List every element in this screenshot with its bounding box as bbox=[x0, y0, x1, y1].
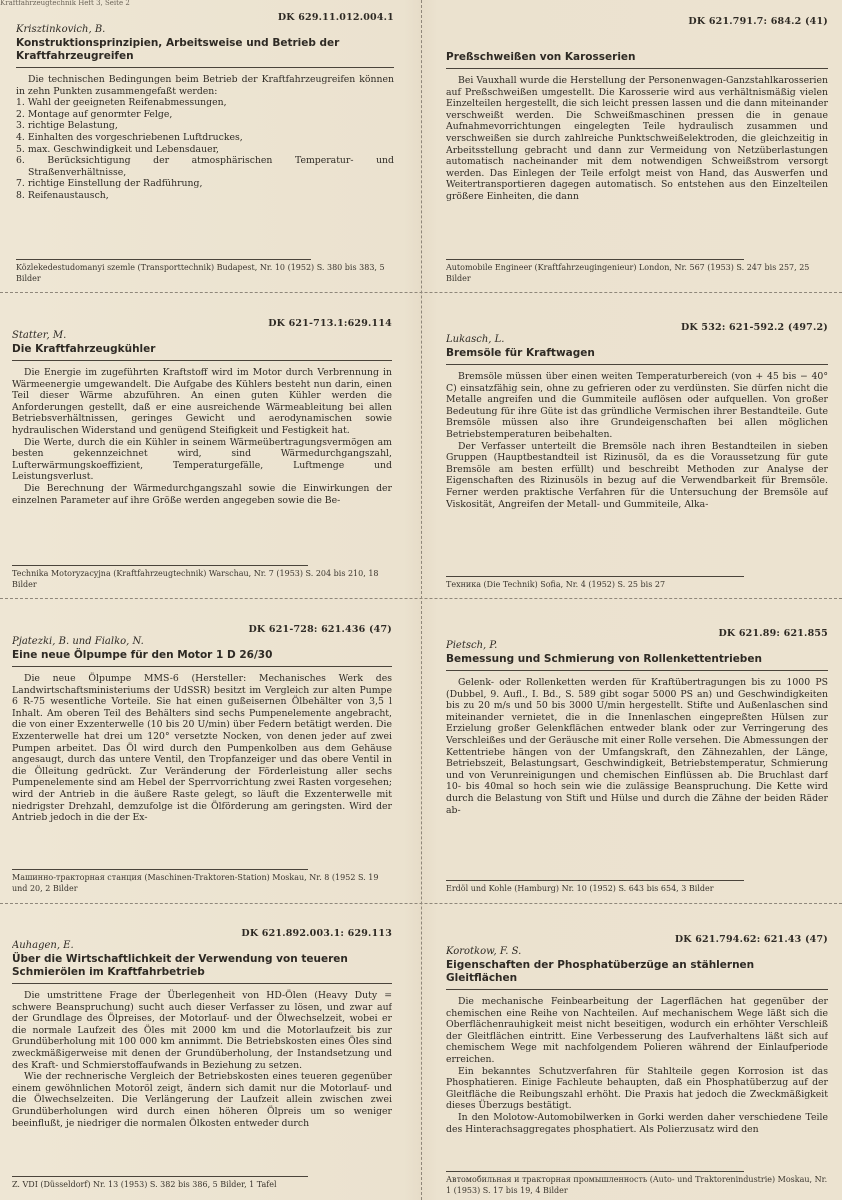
article-title: Bremsöle für Kraftwagen bbox=[446, 347, 595, 359]
paragraph: Die Energie im zugeführten Kraftstoff wird im Motor durch Verbrennung in Wärmeenergie umgewandelt. Die Aufgabe des Kühlers besteht nun darin, einen Teil dieser Wärme abzuführen. An einen guten Kühler werden die Anforderungen gestellt, daß er eine ausreichende Wärmeableitung bei allen Betriebsverhältnissen, geringes Gewicht und aerodynamischen sowie hydraulischen Widerstand und genügend Steifigkeit und Festigkeit hat. bbox=[12, 367, 392, 436]
abstract-card bbox=[16, 12, 394, 290]
title-rule bbox=[446, 68, 828, 69]
source-text: Erdöl und Kohle (Hamburg) Nr. 10 (1952) S. 643 bis 654, 3 Bilder bbox=[446, 883, 714, 893]
source-citation bbox=[446, 576, 828, 591]
paragraph: Ein bekanntes Schutzverfahren für Stahlteile gegen Korrosion ist das Phosphatieren. Einige Fachleute behaupten, daß ein Phosphatüberzug auf der Gleitfläche die Reibungszahl erhöht. Die Praxis hat jedoch die Zweckmäßigkeit dieses Überzugs bestätigt. bbox=[446, 1065, 828, 1112]
abstract-body bbox=[446, 677, 828, 816]
title-rule bbox=[12, 983, 392, 984]
abstract-card bbox=[446, 16, 828, 290]
author bbox=[446, 28, 828, 50]
source-text: Technika Motoryzacyjna (Kraftfahrzeugtechnik) Warschau, Nr. 7 (1953) S. 204 bis 210, 18 Bilder bbox=[12, 569, 379, 589]
author: Auhagen, E. bbox=[12, 940, 74, 951]
author: Statter, M. bbox=[12, 330, 67, 341]
source-citation bbox=[12, 869, 392, 894]
abstract-body bbox=[16, 74, 394, 202]
source-text: Автомобильная и тракторная промышленность (Auto- und Traktorenindustrie) Moskau, Nr. 1 (1953) S. 17 bis 19, 4 Bilder bbox=[446, 1175, 828, 1195]
article-title: Preßschweißen von Karosserien bbox=[446, 51, 636, 63]
list-item: 2. Montage auf genormter Felge, bbox=[16, 108, 173, 120]
horizontal-cut-line bbox=[0, 598, 842, 599]
vertical-cut-line bbox=[421, 0, 422, 1200]
paragraph: Die Werte, durch die ein Kühler in seinem Wärmeübertragungsvermögen am besten gekennzeichnet wird, sind Wärmedurchgangszahl, Lufterwärmungskoeffizient, Temperaturgefälle, Luftmenge und Leistungsverlust. bbox=[12, 436, 392, 483]
dk-code: DK 621.794.62: 621.43 (47) bbox=[674, 934, 828, 945]
abstract-card bbox=[12, 318, 392, 596]
paragraph: Bei Vauxhall wurde die Herstellung der Personenwagen-Ganzstahlkarosserien auf Preßschweißen umgestellt. Die Karosserie wird aus verhältnismäßig vielen Einzelteilen hergestellt, die sich leicht pressen lassen und die dann miteinander verschweißt werden. Die Schweißmaschinen pressen die in genaue Aufnahmevorrichtungen eingelegten Teile hydraulisch zusammen und verschweißen sie durch zahlreiche Punktschweißelektroden, die gleichzeitig in Arbeitsstellung gebracht und dann zur Vermeidung von Netzüberlastungen automatisch nacheinander mit dem notwendigen Schweißstrom versorgt werden. Das Einlegen der Teile erfolgt meist von Hand, das Auswerfen und Weitertransportieren dagegen automatisch. So entstehen aus den Einzelteilen größere Einheiten, die dann bbox=[446, 75, 828, 202]
source-rule bbox=[12, 1176, 308, 1177]
paragraph: Wie der rechnerische Vergleich der Betriebskosten eines teueren gegenüber einem gewöhnlichen Motoröl zeigt, ändern sich damit nur die Motorlauf- und die Ölwechselzeiten. Die Verlängerung der Laufzeit allein zwischen zwei Grundüberholungen wird durch einen höheren Ölpreis um so weniger beeinflußt, je niedriger die normalen Ölkosten entweder durch bbox=[12, 1071, 392, 1129]
paragraph: Bremsöle müssen über einen weiten Temperaturbereich (von + 45 bis − 40° C) einsatzfähig sein, ohne zu gefrieren oder zu verdünsten. Sie dürfen nicht die Metalle angreifen und die Gummiteile auflösen oder aufquellen. Von großer Bedeutung für ihre Güte ist das gründliche Vermischen ihrer Bestandteile. Gute Bremsöle müssen also ihre Grundeigenschaften bei allen möglichen Betriebstemperaturen beibehalten. bbox=[446, 371, 828, 440]
source-rule bbox=[446, 880, 744, 881]
dk-code: DK 629.11.012.004.1 bbox=[277, 12, 394, 23]
author: Pjatezki, B. und Fialko, N. bbox=[12, 636, 144, 647]
list-item: 8. Reifenaustausch, bbox=[16, 189, 109, 201]
list-item: 5. max. Geschwindigkeit und Lebensdauer, bbox=[16, 143, 219, 155]
abstract-card bbox=[12, 928, 392, 1196]
paragraph: In den Molotow-Automobilwerken in Gorki werden daher verschiedene Teile des Hinterachsaggregates phosphatiert. Als Polierzusatz wird den bbox=[446, 1111, 828, 1135]
title-rule bbox=[16, 67, 394, 68]
paragraph: Die neue Ölpumpe MMS-6 (Hersteller: Mechanisches Werk des Landwirtschaftsministeriums der UdSSR) besitzt im Vergleich zur alten Pumpe 6 R-75 wesentliche Vorteile. Sie hat einen gußeisernen Ölbehälter von 3,5 l Inhalt. Am oberen Teil des Behälters sind sechs Pumpenelemente angebracht, die von einer Exzenterwelle (10 bis 20 U/min) über Federn betätigt werden. Die Exzenterwelle hat drei um 120° versetzte Nocken, von denen jeder auf zwei Pumpen arbeitet. Das Öl wird durch den Pumpenkolben aus dem Gehäuse angesaugt, durch das untere Ventil, den Tropfanzeiger und das obere Ventil in die Ölleitung gedrückt. Zur Veränderung der Förderleistung aller sechs Pumpenelemente sind am Hebel der Sperrvorrichtung zwei Rasten vorgesehen; wird der Antrieb in die äußere Raste gelegt, so läuft die Exzenterwelle mit niedrigster Drehzahl, demzufolge ist die Ölförderung am geringsten. Wird der Antrieb jedoch in die der Ex- bbox=[12, 673, 392, 824]
source-rule bbox=[446, 576, 744, 577]
abstract-card bbox=[446, 934, 828, 1198]
source-text: Közlekedestudomanyi szemle (Transporttechnik) Budapest, Nr. 10 (1952) S. 380 bis 383, 5 Bilder bbox=[16, 263, 385, 283]
abstract-card bbox=[446, 322, 828, 596]
list-item: 1. Wahl der geeigneten Reifenabmessungen, bbox=[16, 97, 227, 109]
source-citation bbox=[12, 1176, 392, 1191]
dk-code: DK 621-728: 621.436 (47) bbox=[248, 624, 392, 635]
article-title: Eigenschaften der Phosphatüberzüge an stählernen Gleitflächen bbox=[446, 959, 755, 984]
source-citation bbox=[446, 880, 828, 895]
list-item: 4. Einhalten des vorgeschriebenen Luftdruckes, bbox=[16, 131, 243, 143]
title-rule bbox=[446, 670, 828, 671]
title-rule bbox=[12, 360, 392, 361]
source-citation bbox=[16, 259, 394, 284]
paragraph: Die umstrittene Frage der Überlegenheit von HD-Ölen (Heavy Duty = schwere Beanspruchung) sucht auch dieser Verfasser zu lösen, und zwar auf der Grundlage des Ölpreises, der Motorlauf- und der Ölwechselzeit, wobei er die normale Laufzeit des Öles mit 2000 km und die Motorlaufzeit bis zur Grundüberholung mit 100 000 km annimmt. Die Betriebskosten eines Öles sind zweckmäßigerweise mit denen der Grundüberholung, der Instandsetzung und des Kraft- und Schmierstoffaufwands in Beziehung zu setzen. bbox=[12, 990, 392, 1071]
author: Lukasch, L. bbox=[446, 334, 505, 345]
source-text: Машинно-тракторная станция (Maschinen-Traktoren-Station) Moskau, Nr. 8 (1952 S. 19 und 20, 2 Bilder bbox=[12, 873, 379, 893]
paragraph: Die technischen Bedingungen beim Betrieb der Kraftfahrzeugreifen können in zehn Punkten zusammengefaßt werden: bbox=[16, 74, 394, 97]
article-title: Konstruktionsprinzipien, Arbeitsweise und Betrieb der Kraftfahrzeugreifen bbox=[16, 37, 340, 62]
abstract-card bbox=[446, 628, 828, 900]
abstract-body bbox=[12, 990, 392, 1129]
title-rule bbox=[446, 989, 828, 990]
dk-code: DK 621.89: 621.855 bbox=[718, 628, 828, 639]
article-title: Über die Wirtschaftlichkeit der Verwendung von teueren Schmierölen im Kraftfahrbetrieb bbox=[12, 953, 348, 978]
author: Pietsch, P. bbox=[446, 640, 498, 651]
list-item: 7. richtige Einstellung der Radführung, bbox=[16, 178, 203, 190]
dk-code: DK 621-713.1:629.114 bbox=[268, 318, 392, 329]
source-text: Техника (Die Technik) Sofia, Nr. 4 (1952) S. 25 bis 27 bbox=[446, 579, 666, 589]
paragraph: Die mechanische Feinbearbeitung der Lagerflächen hat gegenüber der chemischen eine Reihe von Nachteilen. Auf mechanischem Wege läßt sich die Oberflächenrauhigkeit meist nicht beseitigen, wodurch ein erhöhter Verschleiß der Gleitflächen eintritt. Eine Verbesserung des Laufverhaltens läßt sich auf chemischem Wege mit nachfolgendem Polieren während der Einlaufperiode erreichen. bbox=[446, 996, 828, 1065]
list-item: 3. richtige Belastung, bbox=[16, 120, 118, 132]
title-rule bbox=[446, 364, 828, 365]
dk-code: DK 532: 621-592.2 (497.2) bbox=[680, 322, 828, 333]
source-rule bbox=[12, 869, 308, 870]
abstract-body bbox=[446, 75, 828, 203]
header-strip: Kraftfahrzeugtechnik Heft 3, Seite 2 bbox=[0, 0, 130, 7]
author: Krisztinkovich, B. bbox=[16, 24, 106, 35]
paragraph: Die Berechnung der Wärmedurchgangszahl sowie die Einwirkungen der einzelnen Parameter auf ihre Größe werden angegeben sowie die Be- bbox=[12, 482, 392, 506]
abstract-body bbox=[12, 367, 392, 506]
source-rule bbox=[446, 259, 744, 260]
source-rule bbox=[12, 565, 308, 566]
abstract-body bbox=[12, 673, 392, 824]
source-text: Z. VDI (Düsseldorf) Nr. 13 (1953) S. 382 bis 386, 5 Bilder, 1 Tafel bbox=[12, 1179, 277, 1189]
author: Korotkow, F. S. bbox=[446, 946, 522, 957]
source-citation bbox=[446, 259, 828, 284]
paragraph: Gelenk- oder Rollenketten werden für Kraftübertragungen bis zu 1000 PS (Dubbel, 9. Aufl., I. Bd., S. 589 gibt sogar 5000 PS an) und Geschwindigkeiten bis zu 20 m/s und 50 bis 3000 U/min hergestellt. Stifte und Außenlaschen sind miteinander vernietet, die in die Innenlaschen eingepreßten Hülsen zur Erzielung großer Gelenkflächen entweder blank oder zur Verringerung des Verschleißes und der Geräusche mit einer Rolle versehen. Die Abmessungen der Kettentriebe hängen von der Umfangskraft, den Zähnezahlen, der Länge, Betriebszeit, Belastungsart, Geschwindigkeit, Betriebstemperatur, Schmierung und von Verunreinigungen und chemischen Einflüssen ab. Die Bruchlast darf 10- bis 40mal so hoch sein wie die zulässige Beanspruchung. Die Kette wird durch die Belastung von Stift und Hülse und durch die Zähne der beiden Räder ab- bbox=[446, 677, 828, 816]
horizontal-cut-line bbox=[0, 903, 842, 904]
abstract-body bbox=[446, 996, 828, 1135]
abstract-body bbox=[446, 371, 828, 510]
source-text: Automobile Engineer (Kraftfahrzeugingenieur) London, Nr. 567 (1953) S. 247 bis 257, 25 Bilder bbox=[446, 263, 810, 283]
paragraph: Der Verfasser unterteilt die Bremsöle nach ihren Bestandteilen in sieben Gruppen (Hauptbestandteil ist Rizinusöl, da es die Voraussetzung für gute Bremsöle am besten erfüllt) und beschreibt Methoden zur Analyse der Eigenschaften des Rizinusöls in bezug auf die Verwendbarkeit für Bremsöle. Ferner werden praktische Verfahren für die Untersuchung der Bremsöle auf Viskosität, Angreifen der Metall- und Gummiteile, Alka- bbox=[446, 440, 828, 510]
title-rule bbox=[12, 666, 392, 667]
item-list bbox=[16, 97, 394, 201]
article-title: Bemessung und Schmierung von Rollenkettentrieben bbox=[446, 653, 762, 665]
dk-code: DK 621.892.003.1: 629.113 bbox=[241, 928, 392, 939]
article-title: Eine neue Ölpumpe für den Motor 1 D 26/30 bbox=[12, 649, 273, 661]
abstract-card bbox=[12, 624, 392, 900]
source-rule bbox=[446, 1171, 744, 1172]
source-citation bbox=[446, 1171, 828, 1196]
dk-code: DK 621.791.7: 684.2 (41) bbox=[688, 16, 828, 27]
source-citation bbox=[12, 565, 392, 590]
list-item: 6. Berücksichtigung der atmosphärischen Temperatur- und Straßenverhältnisse, bbox=[16, 155, 394, 178]
article-title: Die Kraftfahrzeugkühler bbox=[12, 343, 156, 355]
source-rule bbox=[16, 259, 311, 260]
horizontal-cut-line bbox=[0, 292, 842, 293]
